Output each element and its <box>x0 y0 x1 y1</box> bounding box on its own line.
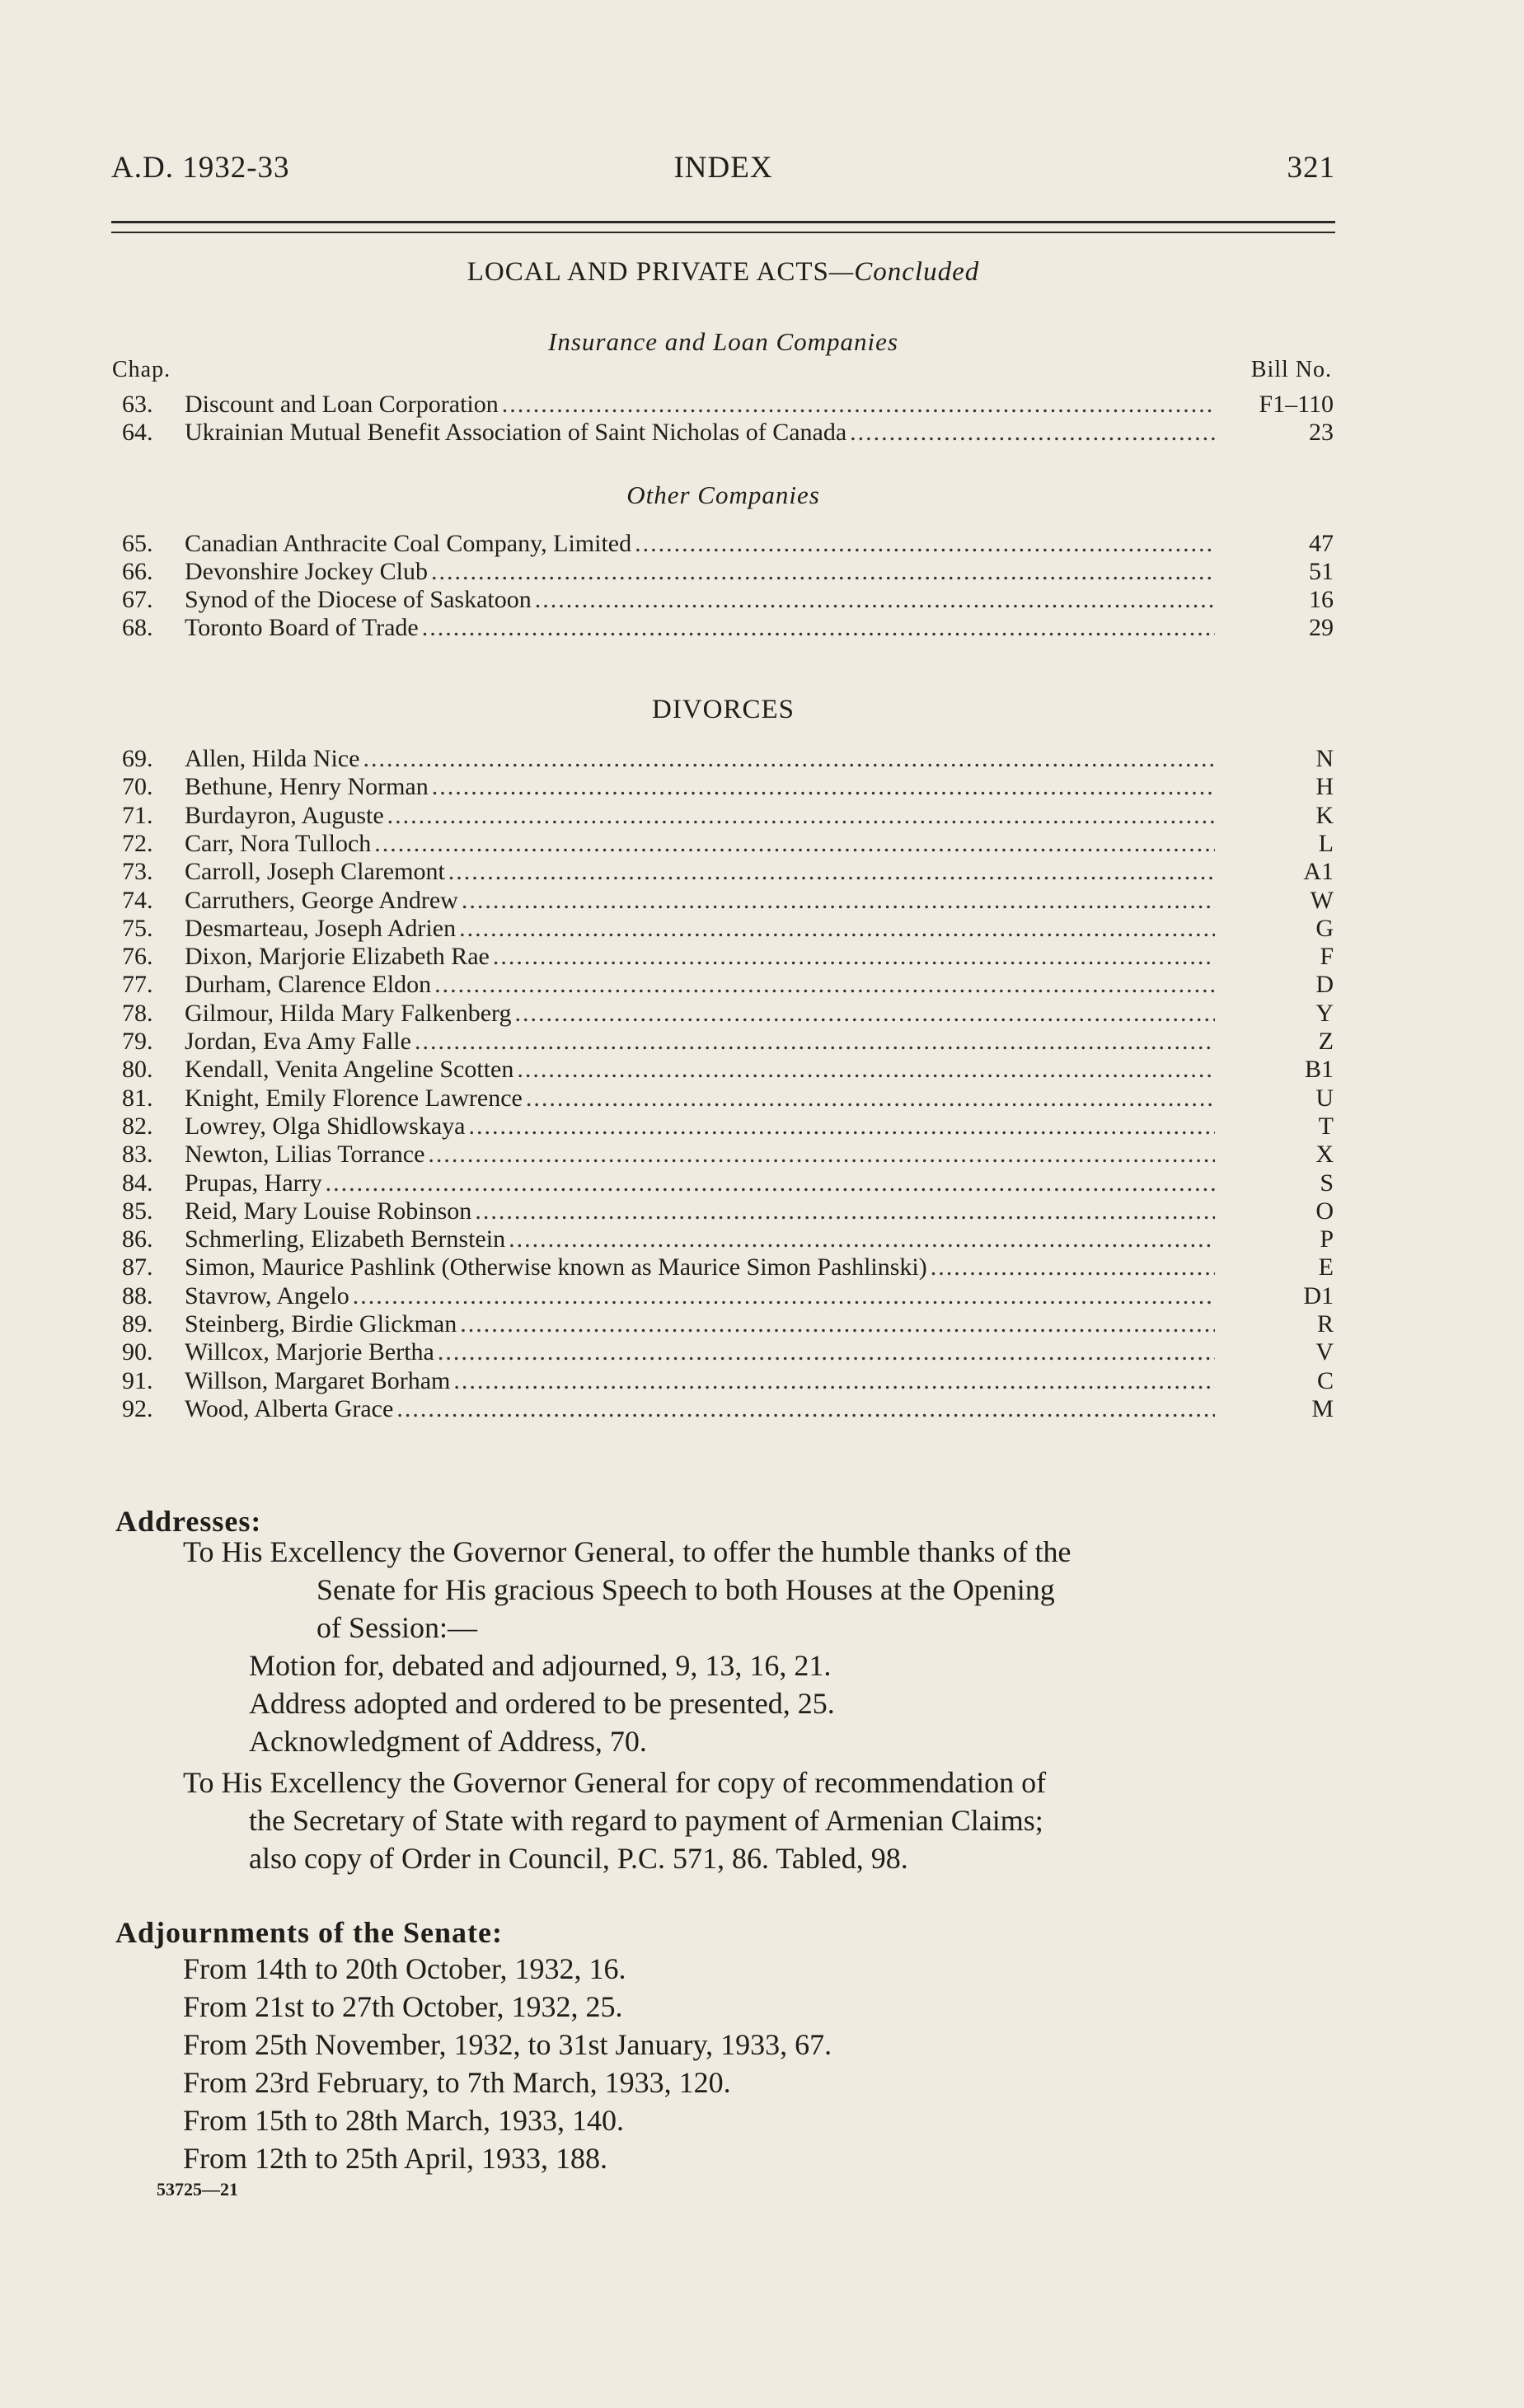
chapter-number: 81. <box>122 1085 153 1112</box>
chapter-number: 64. <box>122 419 153 446</box>
list-item <box>122 1395 1334 1423</box>
divorce-name: Burdayron, Auguste <box>185 802 384 829</box>
chapter-number: 79. <box>122 1028 153 1055</box>
list-item <box>122 971 1334 999</box>
divorce-name: Stavrow, Angelo <box>185 1282 349 1309</box>
bill-letter: E <box>1318 1253 1334 1281</box>
adjournment-line: From 15th to 28th March, 1933, 140. <box>183 2104 624 2137</box>
address-paragraph-1-line-1: To His Excellency the Governor General, to offer the humble thanks of the <box>183 1535 1071 1568</box>
divorce-name: Wood, Alberta Grace <box>185 1395 394 1422</box>
list-item <box>122 802 1334 830</box>
bill-letter: K <box>1315 802 1334 829</box>
bill-letter: P <box>1320 1225 1334 1253</box>
bill-letter: Z <box>1318 1028 1334 1055</box>
bill-column-label: Bill No. <box>1250 357 1332 382</box>
chapter-number: 84. <box>122 1169 153 1197</box>
divorce-name: Steinberg, Birdie Glickman <box>185 1310 457 1338</box>
divorce-name: Carroll, Joseph Claremont <box>185 858 445 885</box>
dot-leader <box>353 1282 1215 1310</box>
divorce-name: Willson, Margaret Borham <box>185 1367 451 1394</box>
address-paragraph-1-line-3: of Session:— <box>317 1611 478 1644</box>
divorce-name: Jordan, Eva Amy Falle <box>185 1028 411 1055</box>
address-motion: Motion for, debated and adjourned, 9, 13, 16, 21. <box>249 1649 832 1682</box>
divorce-name: Schmerling, Elizabeth Bernstein <box>185 1225 506 1253</box>
list-item <box>122 745 1334 773</box>
act-name: Discount and Loan Corporation <box>185 391 499 418</box>
dot-leader <box>431 558 1215 586</box>
header-title: INDEX <box>673 151 773 185</box>
chapter-number: 90. <box>122 1338 153 1366</box>
list-item <box>122 1028 1334 1056</box>
list-item <box>122 1338 1334 1366</box>
address-paragraph-2-line-2: the Secretary of State with regard to payment of Armenian Claims; <box>249 1804 1043 1837</box>
chapter-number: 76. <box>122 943 153 970</box>
dot-leader <box>326 1169 1215 1197</box>
addresses-heading: Addresses: <box>115 1505 262 1538</box>
divorce-name: Desmarteau, Joseph Adrien <box>185 915 457 942</box>
divorce-name: Simon, Maurice Pashlink (Otherwise known as Maurice Simon Pashlinski) <box>185 1253 927 1281</box>
divorce-name: Knight, Emily Florence Lawrence <box>185 1085 523 1112</box>
dot-leader <box>415 1028 1215 1056</box>
list-item <box>122 614 1334 642</box>
dot-leader <box>422 614 1215 642</box>
bill-letter: C <box>1316 1367 1334 1394</box>
chapter-number: 68. <box>122 614 153 641</box>
bill-letter: W <box>1310 887 1334 914</box>
divorce-name: Carruthers, George Andrew <box>185 887 458 914</box>
bill-letter: G <box>1315 915 1334 942</box>
dot-leader <box>635 530 1215 558</box>
bill-letter: Y <box>1315 1000 1334 1027</box>
insurance-heading: Insurance and Loan Companies <box>548 327 898 356</box>
act-name: Toronto Board of Trade <box>185 614 419 641</box>
list-item <box>122 391 1334 419</box>
list-item <box>122 1225 1334 1253</box>
divorce-name: Durham, Clarence Eldon <box>185 971 432 998</box>
section-title-main: LOCAL AND PRIVATE ACTS <box>467 257 829 287</box>
list-item <box>122 1310 1334 1338</box>
dot-leader <box>509 1225 1215 1253</box>
other-companies-heading: Other Companies <box>626 480 820 509</box>
list-item <box>122 419 1334 447</box>
address-adopted: Address adopted and ordered to be presented, 25. <box>249 1687 835 1720</box>
list-item <box>122 1085 1334 1113</box>
list-item <box>122 915 1334 943</box>
bill-number: 16 <box>1309 586 1334 613</box>
chapter-number: 86. <box>122 1225 153 1253</box>
chapter-number: 66. <box>122 558 153 585</box>
chapter-number: 70. <box>122 773 153 800</box>
bill-letter: D1 <box>1303 1282 1334 1309</box>
address-acknowledgment: Acknowledgment of Address, 70. <box>249 1725 647 1758</box>
list-item <box>122 558 1334 586</box>
printer-code: 53725—21 <box>157 2179 238 2200</box>
divorce-name: Lowrey, Olga Shidlowskaya <box>185 1113 466 1140</box>
list-item <box>122 1253 1334 1281</box>
divorce-name: Bethune, Henry Norman <box>185 773 429 800</box>
address-paragraph-1-line-2: Senate for His gracious Speech to both Houses at the Opening <box>317 1573 1055 1606</box>
chapter-number: 73. <box>122 858 153 885</box>
list-item <box>122 1141 1334 1169</box>
chap-column-label: Chap. <box>112 357 171 382</box>
list-item <box>122 1282 1334 1310</box>
chapter-number: 71. <box>122 802 153 829</box>
list-item <box>122 1113 1334 1141</box>
chapter-number: 74. <box>122 887 153 914</box>
chapter-number: 85. <box>122 1197 153 1225</box>
dot-leader <box>453 1367 1215 1395</box>
section-title-suffix: —Concluded <box>828 257 980 287</box>
bill-letter: R <box>1316 1310 1334 1338</box>
divorce-name: Willcox, Marjorie Bertha <box>185 1338 434 1366</box>
divorce-name: Kendall, Venita Angeline Scotten <box>185 1056 514 1083</box>
list-item <box>122 1000 1334 1028</box>
divorces-heading: DIVORCES <box>651 695 795 724</box>
chapter-number: 63. <box>122 391 153 418</box>
page-header <box>111 150 1335 191</box>
bill-letter: V <box>1315 1338 1334 1366</box>
chapter-number: 88. <box>122 1282 153 1309</box>
chapter-number: 72. <box>122 830 153 857</box>
header-rule <box>111 221 1335 233</box>
bill-number: 23 <box>1309 419 1334 446</box>
act-name: Canadian Anthracite Coal Company, Limited <box>185 530 632 557</box>
chapter-number: 92. <box>122 1395 153 1422</box>
adjournment-line: From 14th to 20th October, 1932, 16. <box>183 1952 626 1985</box>
dot-leader <box>459 915 1215 943</box>
act-name: Devonshire Jockey Club <box>185 558 428 585</box>
chapter-number: 78. <box>122 1000 153 1027</box>
chapter-number: 87. <box>122 1253 153 1281</box>
divorce-name: Reid, Mary Louise Robinson <box>185 1197 472 1225</box>
dot-leader <box>535 586 1215 614</box>
dot-leader <box>387 802 1215 830</box>
dot-leader <box>502 391 1215 419</box>
bill-letter: B1 <box>1304 1056 1334 1083</box>
chapter-number: 91. <box>122 1367 153 1394</box>
adjournment-line: From 23rd February, to 7th March, 1933, 120. <box>183 2066 731 2099</box>
adjournment-line: From 21st to 27th October, 1932, 25. <box>183 1990 623 2023</box>
adjournments-heading: Adjournments of the Senate: <box>115 1916 503 1949</box>
bill-letter: D <box>1315 971 1334 998</box>
dot-leader <box>438 1338 1215 1366</box>
divorce-name: Carr, Nora Tulloch <box>185 830 372 857</box>
adjournment-line: From 25th November, 1932, to 31st January, 1933, 67. <box>183 2028 832 2061</box>
divorce-name: Newton, Lilias Torrance <box>185 1141 425 1168</box>
divorce-name: Allen, Hilda Nice <box>185 745 360 772</box>
list-item <box>122 586 1334 614</box>
dot-leader <box>363 745 1215 773</box>
bill-letter: L <box>1318 830 1334 857</box>
chapter-number: 80. <box>122 1056 153 1083</box>
bill-letter: N <box>1315 745 1334 772</box>
divorce-name: Prupas, Harry <box>185 1169 322 1197</box>
dot-leader <box>462 887 1215 915</box>
list-item <box>122 943 1334 971</box>
dot-leader <box>475 1197 1215 1225</box>
header-year: A.D. 1932-33 <box>111 151 290 185</box>
section-title <box>111 257 1335 288</box>
dot-leader <box>396 1395 1215 1423</box>
dot-leader <box>515 1000 1215 1028</box>
bill-number: F1–110 <box>1259 391 1334 418</box>
chapter-number: 77. <box>122 971 153 998</box>
bill-letter: O <box>1315 1197 1334 1225</box>
bill-letter: A1 <box>1303 858 1334 885</box>
bill-number: 47 <box>1309 530 1334 557</box>
dot-leader <box>428 1141 1215 1169</box>
act-name: Ukrainian Mutual Benefit Association of Saint Nicholas of Canada <box>185 419 847 446</box>
bill-letter: F <box>1320 943 1334 970</box>
chapter-number: 82. <box>122 1113 153 1140</box>
bill-number: 29 <box>1309 614 1334 641</box>
list-item <box>122 1056 1334 1084</box>
chapter-number: 89. <box>122 1310 153 1338</box>
page-number: 321 <box>1287 151 1335 185</box>
list-item <box>122 887 1334 915</box>
chapter-number: 67. <box>122 586 153 613</box>
bill-letter: S <box>1320 1169 1334 1197</box>
chapter-number: 83. <box>122 1141 153 1168</box>
bill-letter: U <box>1315 1085 1334 1112</box>
chapter-number: 75. <box>122 915 153 942</box>
list-item <box>122 830 1334 858</box>
dot-leader <box>850 419 1215 447</box>
list-item <box>122 530 1334 558</box>
divorce-name: Dixon, Marjorie Elizabeth Rae <box>185 943 490 970</box>
adjournment-line: From 12th to 25th April, 1933, 188. <box>183 2142 608 2175</box>
divorce-name: Gilmour, Hilda Mary Falkenberg <box>185 1000 512 1027</box>
dot-leader <box>931 1253 1215 1281</box>
act-name: Synod of the Diocese of Saskatoon <box>185 586 532 613</box>
address-paragraph-2-line-1: To His Excellency the Governor General for copy of recommendation of <box>183 1766 1047 1799</box>
list-item <box>122 1367 1334 1395</box>
dot-leader <box>434 971 1215 999</box>
dot-leader <box>460 1310 1215 1338</box>
list-item <box>122 858 1334 886</box>
bill-letter: M <box>1311 1395 1334 1422</box>
dot-leader <box>448 858 1215 886</box>
bill-letter: T <box>1318 1113 1334 1140</box>
bill-letter: H <box>1315 773 1334 800</box>
bill-number: 51 <box>1309 558 1334 585</box>
list-item <box>122 1197 1334 1225</box>
dot-leader <box>432 773 1215 801</box>
chapter-number: 69. <box>122 745 153 772</box>
dot-leader <box>526 1085 1215 1113</box>
chapter-number: 65. <box>122 530 153 557</box>
dot-leader <box>374 830 1215 858</box>
dot-leader <box>493 943 1215 971</box>
bill-letter: X <box>1315 1141 1334 1168</box>
list-item <box>122 1169 1334 1197</box>
address-paragraph-2-line-3: also copy of Order in Council, P.C. 571, 86. Tabled, 98. <box>249 1842 908 1875</box>
list-item <box>122 773 1334 801</box>
dot-leader <box>469 1113 1216 1141</box>
dot-leader <box>517 1056 1215 1084</box>
